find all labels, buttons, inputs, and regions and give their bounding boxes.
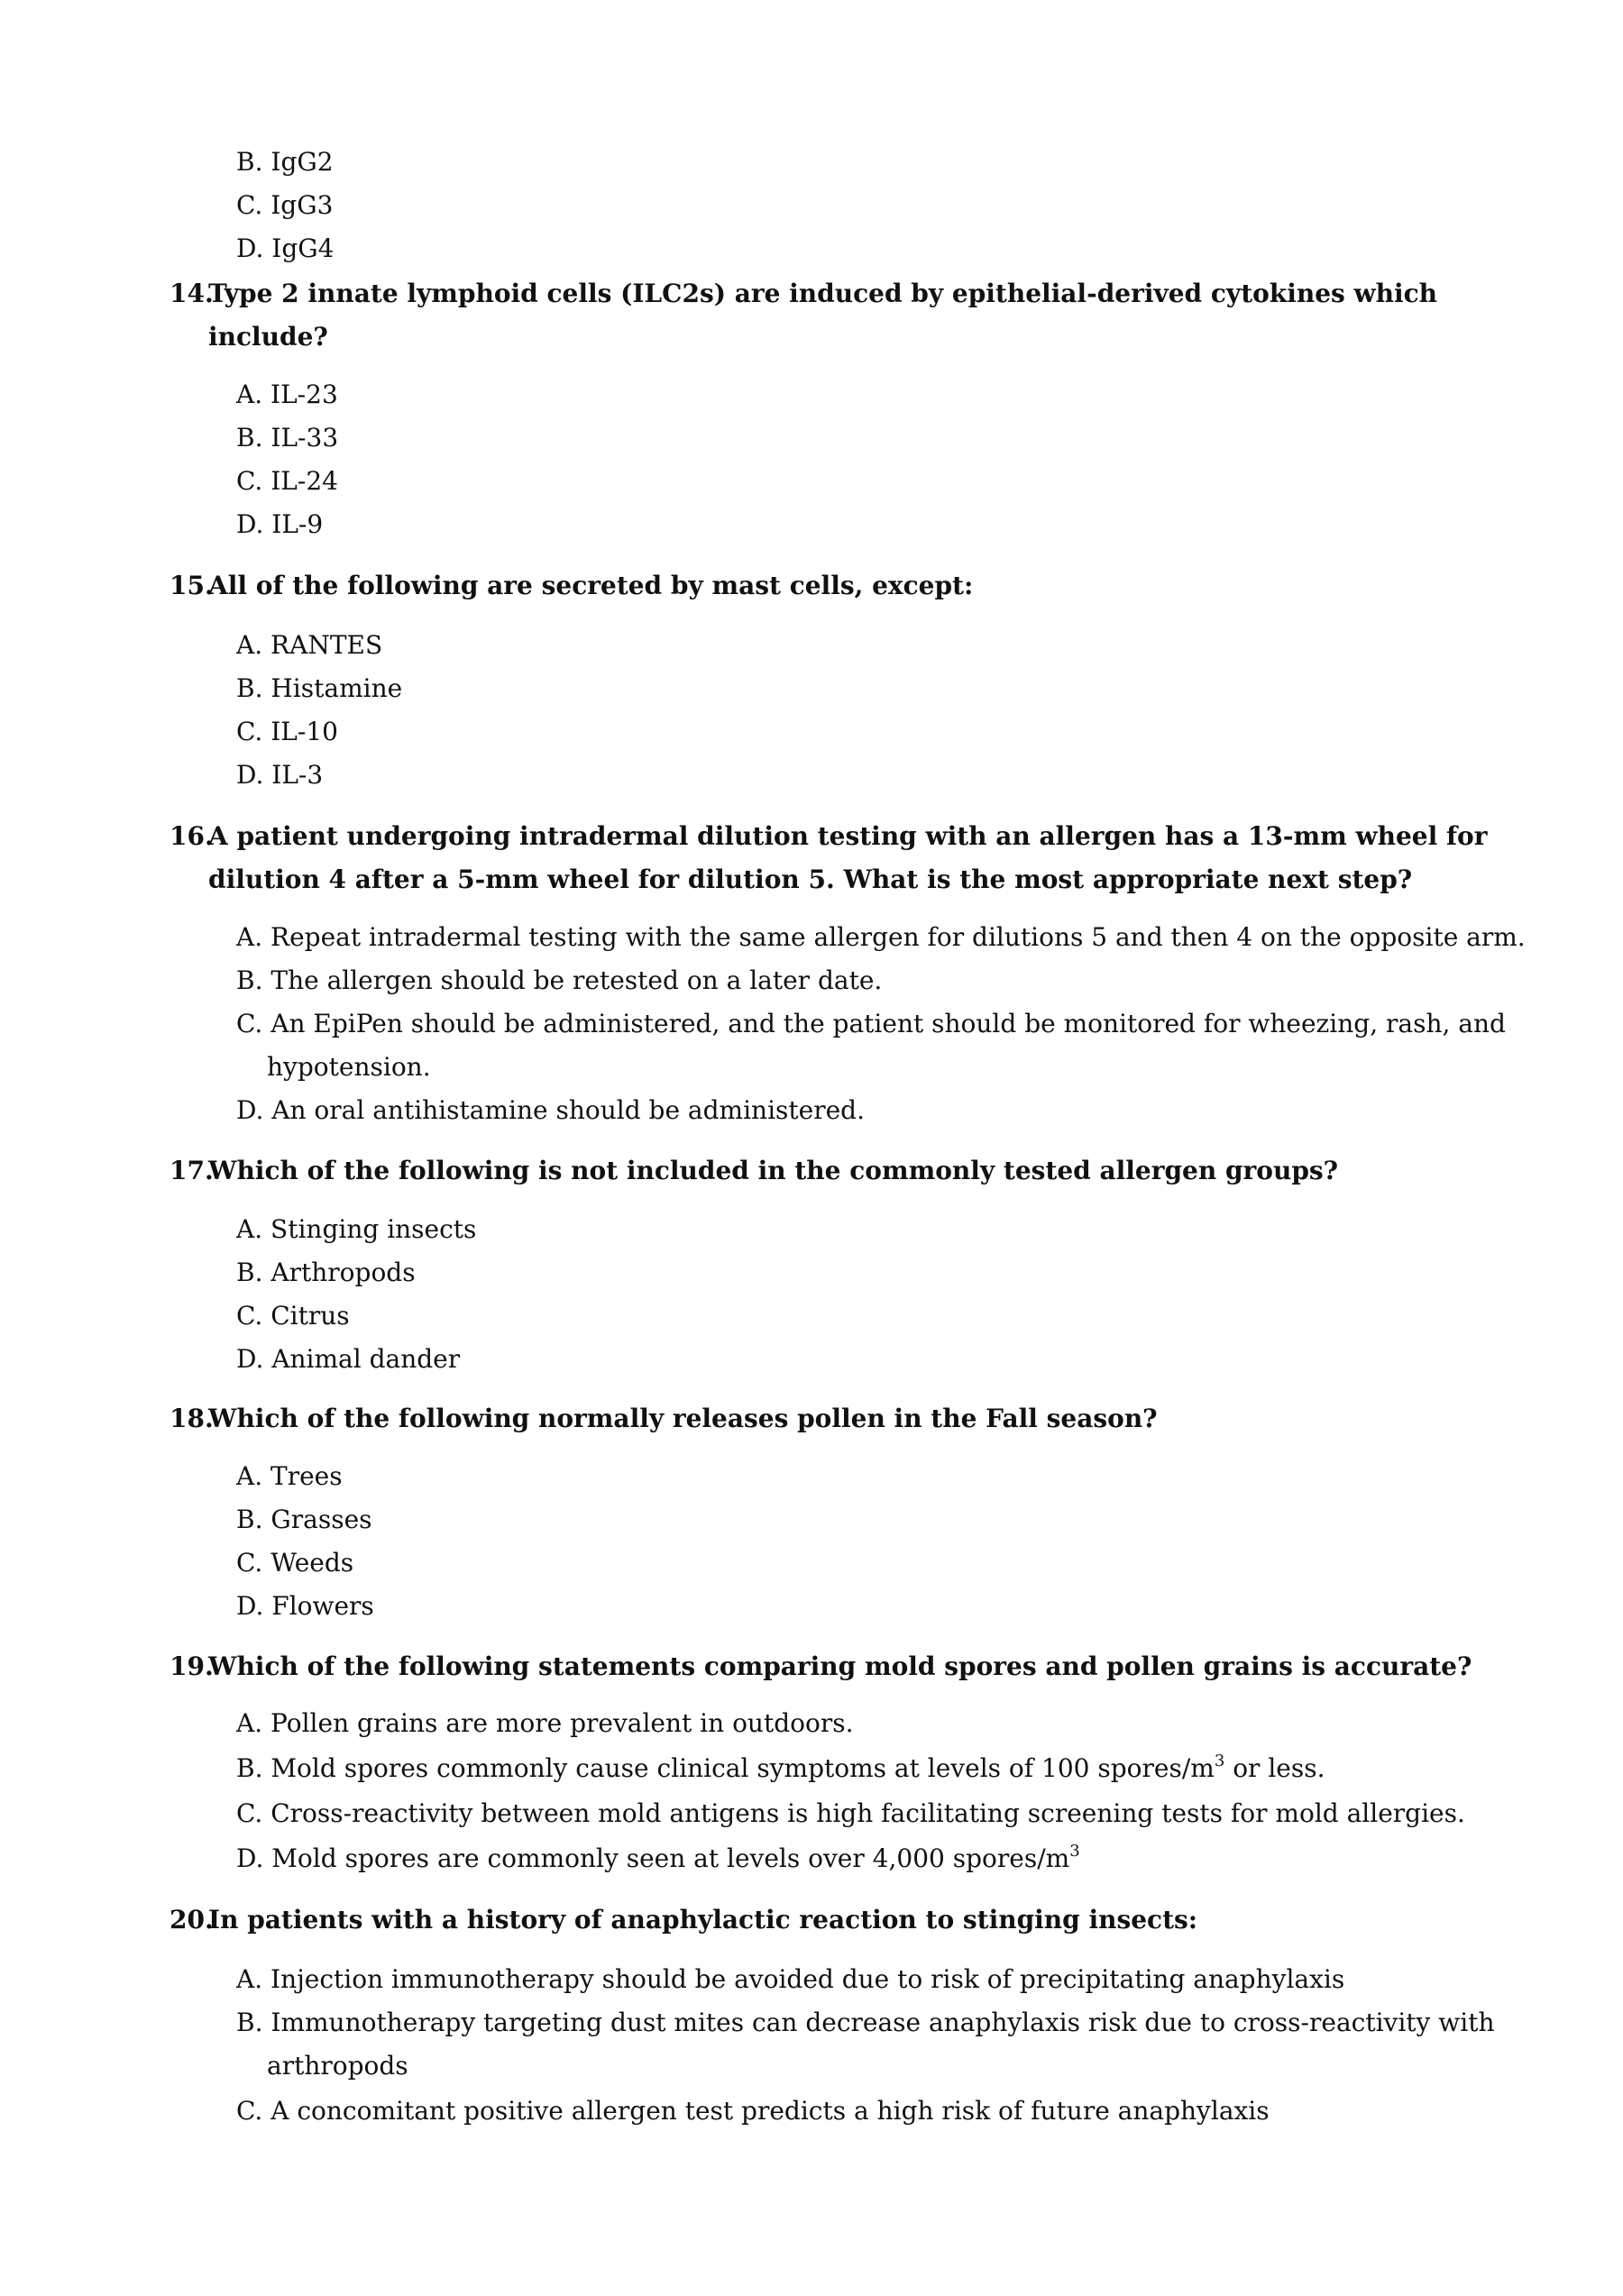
option-q20-c: C. A concomitant positive allergen test predicts a high risk of future anaphylaxis [236,2096,1270,2126]
option-q19-b: B. Mold spores commonly cause clinical symptoms at levels of 100 spores/$m^3$ or less. [236,1752,1325,1783]
question-text: Type 2 innate lymphoid cells (ILC2s) are induced by epithelial-derived cytokines which [208,279,1438,308]
option-q18-c: C. Weeds [236,1548,354,1578]
question-number: 18. [170,1404,214,1433]
question-number: 16. [170,821,214,851]
option-q17-a: A. Stinging insects [236,1214,477,1244]
question-text: Which of the following is not included in the commonly tested allergen groups? [208,1156,1339,1185]
option-q19-c: C. Cross-reactivity between mold antigens is high facilitating screening tests for mold allergies. [236,1798,1465,1828]
option-q15-a: A. RANTES [236,630,383,660]
question-number: 19. [170,1651,214,1681]
option-q16-c: C. An EpiPen should be administered, and the patient should be monitored for wheezing, rash, and [236,1009,1506,1038]
option-q17-c: C. Citrus [236,1301,350,1331]
option-q13-c: C. IgG3 [236,190,334,220]
option-q20-b: B. Immunotherapy targeting dust mites can decrease anaphylaxis risk due to cross-reactivity with [236,2008,1495,2037]
option-q14-b: B. IL-33 [236,423,339,453]
option-q20-b-cont: arthropods [267,2051,408,2081]
question-text: All of the following are secreted by mast cells, except: [208,571,974,600]
option-q18-a: A. Trees [236,1461,343,1491]
option-q18-b: B. Grasses [236,1505,372,1534]
option-q15-d: D. IL-3 [236,760,324,790]
question-text: Which of the following normally releases pollen in the Fall season? [208,1404,1158,1433]
option-q14-d: D. IL-9 [236,509,324,539]
question-text: A patient undergoing intradermal dilution testing with an allergen has a 13-mm wheel for [208,821,1488,851]
option-q14-c: C. IL-24 [236,466,338,496]
option-q20-a: A. Injection immunotherapy should be avoided due to risk of precipitating anaphylaxis [236,1964,1345,1994]
question-number: 20. [170,1905,214,1935]
question-text: In patients with a history of anaphylactic reaction to stinging insects: [208,1905,1198,1935]
question-14-cont: include? [208,322,328,352]
question-number: 14. [170,279,214,308]
option-q14-a: A. IL-23 [236,380,338,409]
option-q17-d: D. Animal dander [236,1344,461,1374]
question-number: 17. [170,1156,214,1185]
option-q17-b: B. Arthropods [236,1258,416,1287]
option-q15-c: C. IL-10 [236,717,338,746]
option-q19-a: A. Pollen grains are more prevalent in outdoors. [236,1708,854,1738]
option-q15-b: B. Histamine [236,673,403,703]
question-number: 15. [170,571,214,600]
option-q16-a: A. Repeat intradermal testing with the same allergen for dilutions 5 and then 4 on the opposite arm. [236,922,1526,952]
option-q16-d: D. An oral antihistamine should be administered. [236,1095,866,1125]
question-16-cont: dilution 4 after a 5-mm wheel for dilution 5. What is the most appropriate next step? [208,864,1413,894]
option-q16-c-cont: hypotension. [267,1052,431,1082]
option-q18-d: D. Flowers [236,1591,374,1621]
option-q13-b: B. IgG2 [236,147,334,177]
question-text: Which of the following statements comparing mold spores and pollen grains is accurate? [208,1651,1472,1681]
option-q13-d: D. IgG4 [236,233,335,263]
option-q16-b: B. The allergen should be retested on a later date. [236,965,883,995]
option-q19-d: D. Mold spores are commonly seen at levels over 4,000 spores/$m^3$ [236,1842,1080,1873]
